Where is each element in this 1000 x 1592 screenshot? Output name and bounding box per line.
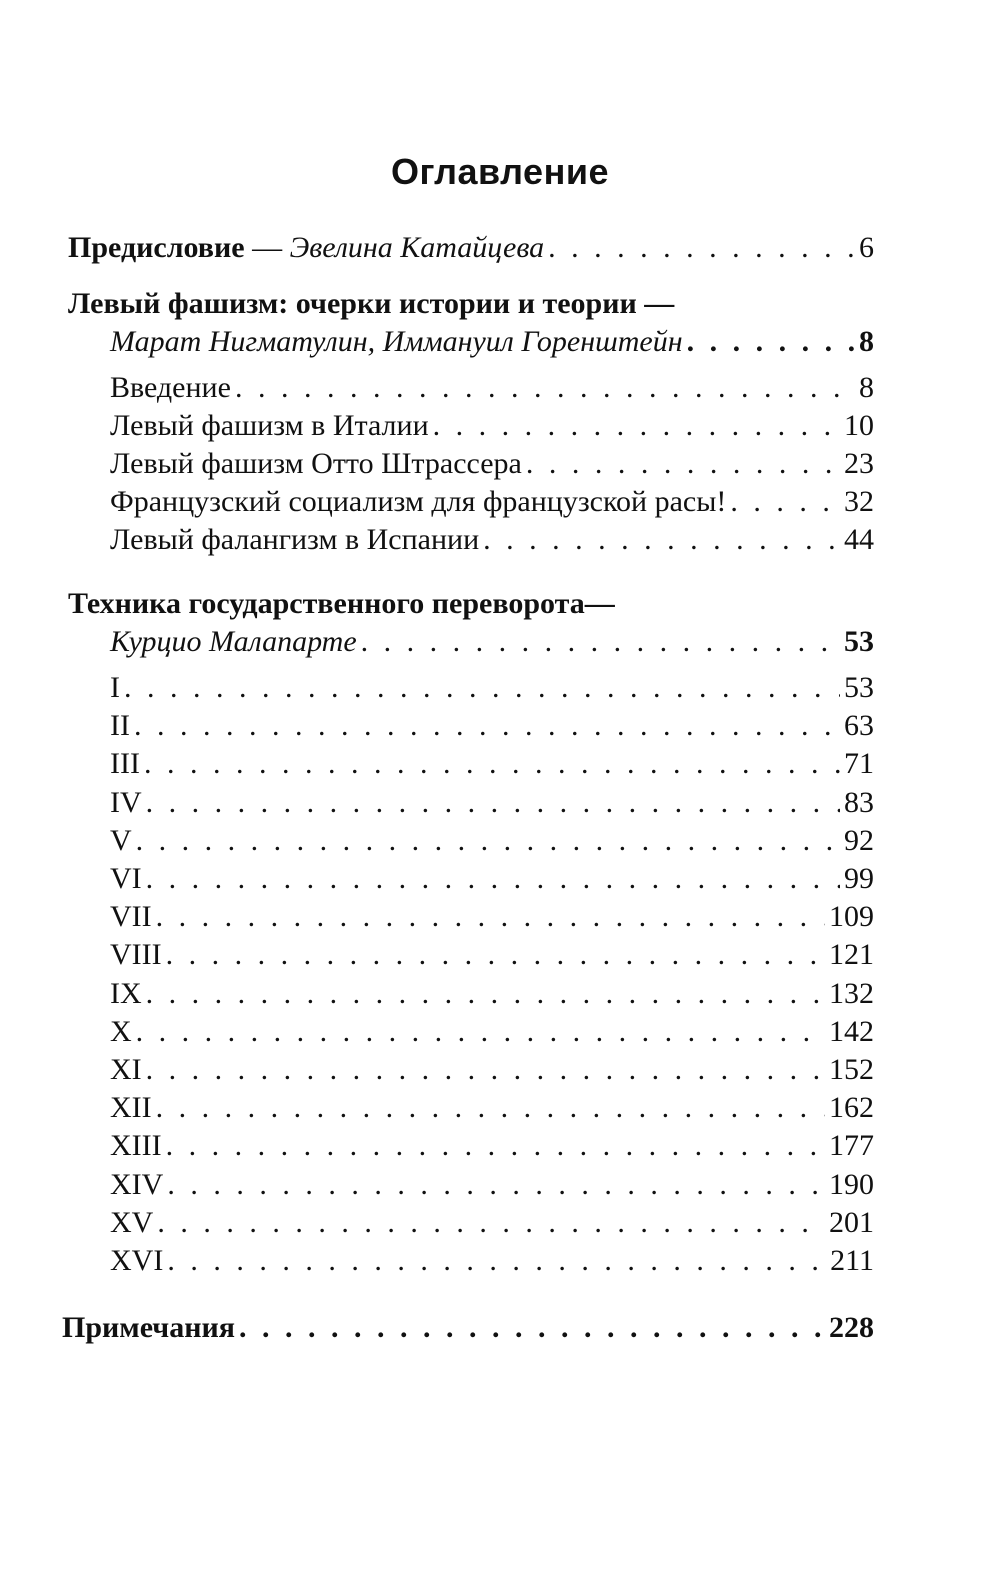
entry-label: Французский социализм для французской расы!: [110, 485, 727, 518]
chapter-label: XV: [110, 1205, 154, 1239]
preface-author: Эвелина Катайцева: [289, 231, 545, 264]
entry-label: Левый фашизм Отто Штрассера: [110, 447, 522, 480]
toc-entry-chapter: [110, 1165, 874, 1205]
dot-leader: [134, 706, 840, 746]
page-number: 32: [844, 485, 874, 518]
chapter-label: I: [110, 671, 120, 704]
page-number: 162: [829, 1091, 874, 1125]
toc-entry-chapter: [110, 1203, 874, 1243]
toc-entry-chapter: [110, 744, 874, 784]
dot-leader: [124, 668, 840, 708]
chapter-label: VII: [110, 900, 152, 934]
chapter-label: XII: [110, 1091, 152, 1125]
chapter-label: VIII: [110, 938, 162, 972]
toc-entry: [110, 520, 874, 560]
dot-leader: [548, 228, 855, 268]
dot-leader: [167, 1241, 826, 1281]
page-number: 190: [829, 1167, 874, 1201]
dot-leader: [730, 482, 840, 522]
toc-entry-chapter: [110, 783, 874, 823]
notes-label: Примечания: [62, 1311, 236, 1344]
entry-label: Левый фалангизм в Испании: [110, 523, 480, 556]
chapter-label: XIII: [110, 1129, 162, 1163]
toc-entry: [110, 482, 874, 522]
section-heading: Левый фашизм: очерки истории и теории —: [68, 287, 675, 320]
page-number: 152: [829, 1053, 874, 1086]
toc-entry-chapter: [110, 1241, 874, 1281]
dot-leader: [146, 974, 825, 1014]
page-title: Оглавление: [391, 151, 609, 192]
page-number: 23: [844, 447, 874, 480]
entry-label: Введение: [110, 371, 231, 404]
section-author: Курцио Малапарте: [110, 625, 357, 658]
page-number: 63: [844, 709, 874, 743]
section-authors: Марат Нигматулин, Иммануил Горенштейн: [110, 325, 683, 358]
page-number: 109: [829, 900, 874, 934]
page-number: 53: [844, 625, 874, 658]
dot-leader: [167, 1165, 825, 1205]
toc-entry-chapter: [110, 935, 874, 975]
page-number: 6: [859, 231, 874, 264]
dot-leader: [156, 897, 825, 937]
toc-entry: [110, 406, 874, 446]
dot-leader: [687, 322, 855, 362]
toc-entry-section1-authors: [110, 322, 874, 362]
page-number: 177: [829, 1129, 874, 1163]
page-number: 44: [844, 523, 874, 556]
toc-entry-chapter: [110, 668, 874, 708]
chapter-label: IX: [110, 976, 142, 1010]
page-number: 228: [829, 1311, 874, 1344]
preface-separator: —: [244, 231, 290, 264]
page-number: 142: [829, 1014, 874, 1048]
toc-entry-chapter: [110, 706, 874, 746]
dot-leader: [433, 406, 840, 446]
dot-leader: [483, 520, 840, 560]
toc-entry-chapter: [110, 974, 874, 1014]
dot-leader: [166, 935, 825, 975]
page-number: 99: [844, 862, 874, 895]
chapter-label: VI: [110, 862, 142, 895]
page-number: 53: [844, 671, 874, 704]
dot-leader: [239, 1308, 825, 1348]
dot-leader: [157, 1203, 825, 1243]
toc-entry-chapter: [110, 1126, 874, 1166]
toc-entry: [110, 368, 874, 408]
dot-leader: [361, 622, 840, 662]
toc-entry-chapter: [110, 1050, 874, 1090]
dot-leader: [144, 744, 840, 784]
dot-leader: [166, 1126, 825, 1166]
toc-entry-chapter: [110, 821, 874, 861]
page-number: 132: [829, 976, 874, 1010]
chapter-label: XI: [110, 1053, 142, 1086]
dot-leader: [146, 859, 840, 899]
dot-leader: [136, 821, 840, 861]
dot-leader: [146, 783, 840, 823]
page-number: 92: [844, 823, 874, 857]
chapter-label: II: [110, 709, 130, 743]
toc-entry-chapter: [110, 859, 874, 899]
page-number: 71: [844, 747, 874, 781]
toc-entry-chapter: [110, 1012, 874, 1052]
chapter-label: V: [110, 823, 132, 857]
entry-label: Левый фашизм в Италии: [110, 409, 429, 442]
page-number: 10: [844, 409, 874, 442]
section-heading: Техника государственного переворота—: [68, 587, 615, 620]
dot-leader: [156, 1088, 825, 1128]
chapter-label: III: [110, 747, 140, 781]
chapter-label: X: [110, 1014, 132, 1048]
chapter-label: XIV: [110, 1167, 164, 1201]
preface-label: Предисловие: [68, 231, 245, 264]
page-number: 121: [829, 938, 874, 972]
page-number: 8: [859, 325, 874, 358]
dot-leader: [235, 368, 855, 408]
page-number: 201: [829, 1205, 874, 1239]
toc-entry: [110, 444, 874, 484]
dot-leader: [136, 1012, 825, 1052]
toc-entry-section2-author: [110, 622, 874, 662]
dot-leader: [146, 1050, 825, 1090]
page-number: 83: [844, 785, 874, 819]
dot-leader: [526, 444, 840, 484]
page-number: 8: [859, 371, 874, 404]
page-number: 211: [830, 1244, 874, 1277]
toc-entry-chapter: [110, 1088, 874, 1128]
toc-entry-notes: [62, 1308, 874, 1348]
toc-entry-preface: [68, 228, 874, 268]
chapter-label: XVI: [110, 1244, 164, 1277]
chapter-label: IV: [110, 785, 142, 819]
toc-entry-chapter: [110, 897, 874, 937]
